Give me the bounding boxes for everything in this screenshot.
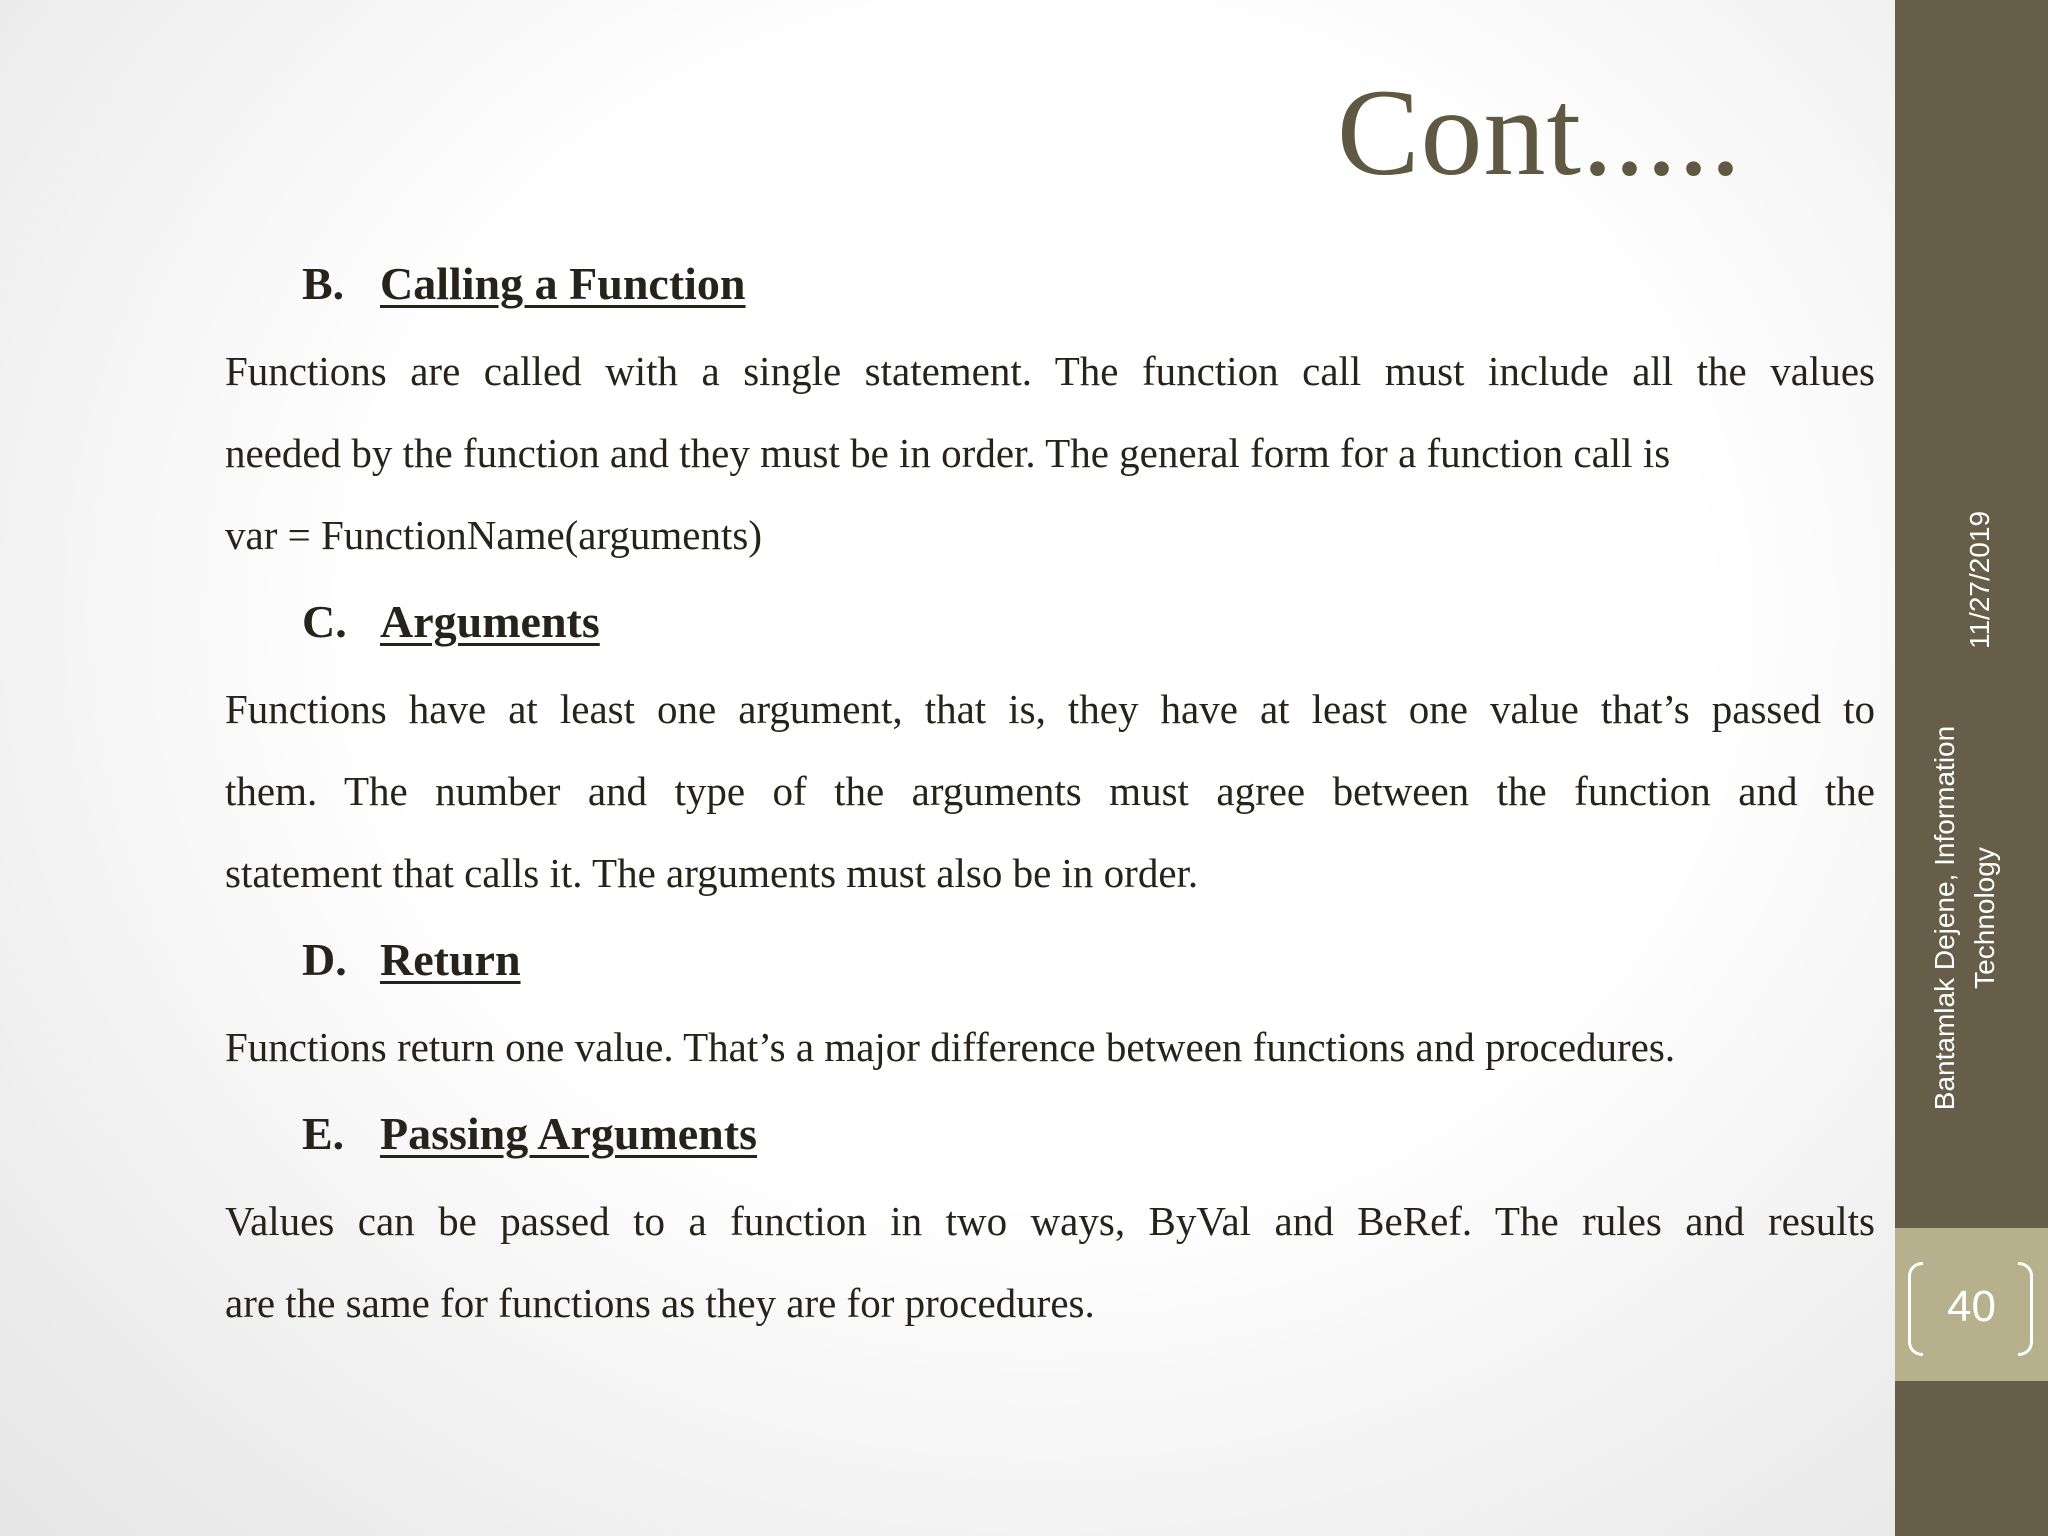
section-letter: C. — [302, 596, 347, 647]
section-letter: D. — [302, 934, 347, 985]
section-heading-arguments — [302, 592, 600, 652]
section-letter: E. — [302, 1108, 345, 1159]
paragraph-line: are the same for functions as they are for procedures. — [225, 1280, 1095, 1326]
section-title: Passing Arguments — [380, 1108, 757, 1159]
paragraph-line: them. The number and type of the arguments must agree between the function and the — [225, 768, 1875, 814]
section-heading-passing-arguments — [302, 1104, 757, 1164]
paragraph-line: needed by the function and they must be in order. The general form for a function call is — [225, 430, 1671, 476]
section-heading-calling-a-function — [302, 254, 746, 314]
paragraph-passing-arguments — [225, 1180, 1875, 1344]
paragraph-calling-a-function — [225, 330, 1875, 576]
page-number: 40 — [1947, 1282, 1996, 1331]
paragraph-line: Functions return one value. That’s a major difference between functions and procedures. — [225, 1024, 1676, 1070]
section-heading-return — [302, 930, 521, 990]
section-title: Return — [380, 934, 521, 985]
section-title: Calling a Function — [380, 258, 746, 309]
paragraph-line: var = FunctionName(arguments) — [225, 512, 763, 558]
section-title: Arguments — [380, 596, 600, 647]
section-letter: B. — [302, 258, 345, 309]
slide-author — [1925, 726, 2005, 1110]
paragraph-line: Functions are called with a single statement. The function call must include all the values — [225, 348, 1875, 394]
author-line: Bantamlak Dejene, Information — [1929, 725, 1960, 1111]
author-line: Technology — [1969, 847, 2000, 989]
paragraph-line: Values can be passed to a function in two ways, ByVal and BeRef. The rules and results — [225, 1198, 1875, 1244]
paragraph-line: statement that calls it. The arguments must also be in order. — [225, 850, 1199, 896]
paragraph-arguments — [225, 668, 1875, 914]
slide-title: Cont..... — [1336, 64, 1742, 201]
paragraph-line: Functions have at least one argument, that is, they have at least one value that’s passed to — [225, 686, 1875, 732]
slide-date: 11/27/2019 — [1964, 510, 1995, 650]
paragraph-return — [225, 1006, 1875, 1088]
